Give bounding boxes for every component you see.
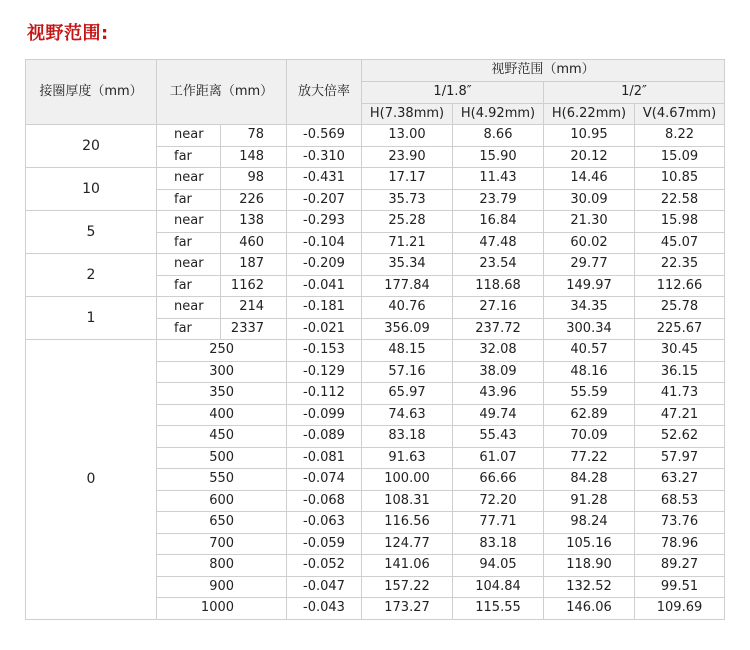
- work-distance-cell: 138: [221, 211, 287, 233]
- fov-v-4.67-cell: 22.35: [635, 254, 725, 276]
- page-title: 视野范围:: [27, 23, 109, 44]
- work-distance-cell: 550: [157, 469, 287, 491]
- magnification-cell: -0.059: [287, 533, 362, 555]
- magnification-cell: -0.047: [287, 576, 362, 598]
- magnification-cell: -0.068: [287, 490, 362, 512]
- magnification-cell: -0.041: [287, 275, 362, 297]
- fov-h-7.38-cell: 48.15: [362, 340, 453, 362]
- fov-v-4.67-cell: 41.73: [635, 383, 725, 405]
- fov-h-7.38-cell: 35.34: [362, 254, 453, 276]
- fov-v-4.67-cell: 10.85: [635, 168, 725, 190]
- fov-h-4.92-cell: 72.20: [453, 490, 544, 512]
- work-distance-cell: 214: [221, 297, 287, 319]
- fov-h-6.22-cell: 91.28: [544, 490, 635, 512]
- header-h-7.38: H(7.38mm): [362, 103, 453, 125]
- fov-h-7.38-cell: 17.17: [362, 168, 453, 190]
- magnification-cell: -0.052: [287, 555, 362, 577]
- fov-v-4.67-cell: 15.98: [635, 211, 725, 233]
- magnification-cell: -0.207: [287, 189, 362, 211]
- magnification-cell: -0.153: [287, 340, 362, 362]
- fov-h-4.92-cell: 61.07: [453, 447, 544, 469]
- header-sensor-1-1.8: 1/1.8″: [362, 82, 544, 104]
- fov-h-6.22-cell: 98.24: [544, 512, 635, 534]
- fov-h-4.92-cell: 15.90: [453, 146, 544, 168]
- fov-h-7.38-cell: 25.28: [362, 211, 453, 233]
- fov-v-4.67-cell: 78.96: [635, 533, 725, 555]
- table-body: [26, 125, 725, 620]
- table-row: [26, 211, 725, 233]
- fov-h-7.38-cell: 356.09: [362, 318, 453, 340]
- fov-v-4.67-cell: 52.62: [635, 426, 725, 448]
- distance-label-cell: far: [157, 189, 221, 211]
- work-distance-cell: 900: [157, 576, 287, 598]
- work-distance-cell: 226: [221, 189, 287, 211]
- fov-h-7.38-cell: 83.18: [362, 426, 453, 448]
- distance-label-cell: near: [157, 125, 221, 147]
- fov-h-7.38-cell: 108.31: [362, 490, 453, 512]
- fov-h-6.22-cell: 30.09: [544, 189, 635, 211]
- work-distance-cell: 78: [221, 125, 287, 147]
- fov-h-6.22-cell: 132.52: [544, 576, 635, 598]
- distance-label-cell: near: [157, 254, 221, 276]
- magnification-cell: -0.112: [287, 383, 362, 405]
- thickness-cell: 10: [26, 168, 157, 211]
- fov-h-7.38-cell: 157.22: [362, 576, 453, 598]
- thickness-cell: 5: [26, 211, 157, 254]
- thickness-cell: 0: [26, 340, 157, 620]
- fov-h-6.22-cell: 84.28: [544, 469, 635, 491]
- fov-h-4.92-cell: 38.09: [453, 361, 544, 383]
- fov-h-7.38-cell: 173.27: [362, 598, 453, 620]
- header-fov: 视野范围（mm）: [362, 60, 725, 82]
- fov-v-4.67-cell: 22.58: [635, 189, 725, 211]
- fov-v-4.67-cell: 45.07: [635, 232, 725, 254]
- work-distance-cell: 187: [221, 254, 287, 276]
- fov-h-4.92-cell: 43.96: [453, 383, 544, 405]
- fov-v-4.67-cell: 73.76: [635, 512, 725, 534]
- work-distance-cell: 300: [157, 361, 287, 383]
- fov-h-7.38-cell: 23.90: [362, 146, 453, 168]
- work-distance-cell: 98: [221, 168, 287, 190]
- fov-h-4.92-cell: 32.08: [453, 340, 544, 362]
- fov-h-7.38-cell: 74.63: [362, 404, 453, 426]
- fov-h-4.92-cell: 27.16: [453, 297, 544, 319]
- fov-h-4.92-cell: 11.43: [453, 168, 544, 190]
- fov-h-4.92-cell: 23.79: [453, 189, 544, 211]
- magnification-cell: -0.074: [287, 469, 362, 491]
- table-row: [26, 297, 725, 319]
- header-v-4.67: V(4.67mm): [635, 103, 725, 125]
- magnification-cell: -0.081: [287, 447, 362, 469]
- fov-h-6.22-cell: 300.34: [544, 318, 635, 340]
- thickness-cell: 1: [26, 297, 157, 340]
- fov-v-4.67-cell: 36.15: [635, 361, 725, 383]
- work-distance-cell: 600: [157, 490, 287, 512]
- work-distance-cell: 350: [157, 383, 287, 405]
- work-distance-cell: 450: [157, 426, 287, 448]
- fov-h-4.92-cell: 55.43: [453, 426, 544, 448]
- fov-h-6.22-cell: 20.12: [544, 146, 635, 168]
- work-distance-cell: 650: [157, 512, 287, 534]
- fov-v-4.67-cell: 30.45: [635, 340, 725, 362]
- magnification-cell: -0.209: [287, 254, 362, 276]
- fov-h-7.38-cell: 124.77: [362, 533, 453, 555]
- fov-h-4.92-cell: 115.55: [453, 598, 544, 620]
- work-distance-cell: 700: [157, 533, 287, 555]
- fov-h-7.38-cell: 65.97: [362, 383, 453, 405]
- fov-h-6.22-cell: 60.02: [544, 232, 635, 254]
- fov-v-4.67-cell: 89.27: [635, 555, 725, 577]
- magnification-cell: -0.181: [287, 297, 362, 319]
- fov-h-6.22-cell: 29.77: [544, 254, 635, 276]
- distance-label-cell: far: [157, 318, 221, 340]
- fov-h-4.92-cell: 237.72: [453, 318, 544, 340]
- table-row: [26, 168, 725, 190]
- fov-h-7.38-cell: 116.56: [362, 512, 453, 534]
- fov-h-6.22-cell: 77.22: [544, 447, 635, 469]
- fov-h-6.22-cell: 40.57: [544, 340, 635, 362]
- fov-h-6.22-cell: 149.97: [544, 275, 635, 297]
- magnification-cell: -0.021: [287, 318, 362, 340]
- header-magnification: 放大倍率: [287, 60, 362, 125]
- work-distance-cell: 400: [157, 404, 287, 426]
- fov-spec-table: [25, 59, 725, 620]
- magnification-cell: -0.099: [287, 404, 362, 426]
- work-distance-cell: 1000: [157, 598, 287, 620]
- distance-label-cell: near: [157, 211, 221, 233]
- fov-h-6.22-cell: 21.30: [544, 211, 635, 233]
- magnification-cell: -0.310: [287, 146, 362, 168]
- fov-h-7.38-cell: 177.84: [362, 275, 453, 297]
- fov-h-4.92-cell: 49.74: [453, 404, 544, 426]
- distance-label-cell: near: [157, 168, 221, 190]
- fov-v-4.67-cell: 57.97: [635, 447, 725, 469]
- fov-h-6.22-cell: 48.16: [544, 361, 635, 383]
- fov-v-4.67-cell: 15.09: [635, 146, 725, 168]
- fov-h-4.92-cell: 16.84: [453, 211, 544, 233]
- fov-h-6.22-cell: 14.46: [544, 168, 635, 190]
- header-thickness: 接圈厚度（mm）: [26, 60, 157, 125]
- fov-h-6.22-cell: 146.06: [544, 598, 635, 620]
- fov-h-7.38-cell: 141.06: [362, 555, 453, 577]
- fov-h-4.92-cell: 23.54: [453, 254, 544, 276]
- work-distance-cell: 2337: [221, 318, 287, 340]
- distance-label-cell: far: [157, 146, 221, 168]
- fov-v-4.67-cell: 63.27: [635, 469, 725, 491]
- fov-h-4.92-cell: 8.66: [453, 125, 544, 147]
- magnification-cell: -0.089: [287, 426, 362, 448]
- fov-h-6.22-cell: 62.89: [544, 404, 635, 426]
- header-work-distance: 工作距离（mm）: [157, 60, 287, 125]
- fov-h-6.22-cell: 34.35: [544, 297, 635, 319]
- fov-h-7.38-cell: 13.00: [362, 125, 453, 147]
- magnification-cell: -0.431: [287, 168, 362, 190]
- fov-h-6.22-cell: 118.90: [544, 555, 635, 577]
- header-sensor-1-2: 1/2″: [544, 82, 725, 104]
- fov-h-7.38-cell: 100.00: [362, 469, 453, 491]
- fov-h-6.22-cell: 55.59: [544, 383, 635, 405]
- fov-h-4.92-cell: 104.84: [453, 576, 544, 598]
- fov-h-6.22-cell: 70.09: [544, 426, 635, 448]
- fov-v-4.67-cell: 25.78: [635, 297, 725, 319]
- magnification-cell: -0.129: [287, 361, 362, 383]
- fov-h-4.92-cell: 77.71: [453, 512, 544, 534]
- table-row: [26, 254, 725, 276]
- fov-v-4.67-cell: 68.53: [635, 490, 725, 512]
- work-distance-cell: 1162: [221, 275, 287, 297]
- magnification-cell: -0.104: [287, 232, 362, 254]
- fov-h-4.92-cell: 47.48: [453, 232, 544, 254]
- header-h-4.92: H(4.92mm): [453, 103, 544, 125]
- fov-h-6.22-cell: 10.95: [544, 125, 635, 147]
- magnification-cell: -0.043: [287, 598, 362, 620]
- distance-label-cell: far: [157, 275, 221, 297]
- table-row: [26, 125, 725, 147]
- fov-v-4.67-cell: 99.51: [635, 576, 725, 598]
- fov-h-7.38-cell: 35.73: [362, 189, 453, 211]
- fov-h-4.92-cell: 66.66: [453, 469, 544, 491]
- thickness-cell: 2: [26, 254, 157, 297]
- fov-h-7.38-cell: 57.16: [362, 361, 453, 383]
- thickness-cell: 20: [26, 125, 157, 168]
- header-h-6.22: H(6.22mm): [544, 103, 635, 125]
- fov-h-7.38-cell: 40.76: [362, 297, 453, 319]
- magnification-cell: -0.063: [287, 512, 362, 534]
- fov-h-6.22-cell: 105.16: [544, 533, 635, 555]
- distance-label-cell: near: [157, 297, 221, 319]
- fov-v-4.67-cell: 8.22: [635, 125, 725, 147]
- distance-label-cell: far: [157, 232, 221, 254]
- fov-h-4.92-cell: 118.68: [453, 275, 544, 297]
- magnification-cell: -0.293: [287, 211, 362, 233]
- fov-v-4.67-cell: 109.69: [635, 598, 725, 620]
- work-distance-cell: 250: [157, 340, 287, 362]
- fov-v-4.67-cell: 225.67: [635, 318, 725, 340]
- fov-v-4.67-cell: 112.66: [635, 275, 725, 297]
- table-row: [26, 340, 725, 362]
- fov-h-7.38-cell: 91.63: [362, 447, 453, 469]
- fov-h-7.38-cell: 71.21: [362, 232, 453, 254]
- work-distance-cell: 460: [221, 232, 287, 254]
- work-distance-cell: 500: [157, 447, 287, 469]
- fov-h-4.92-cell: 94.05: [453, 555, 544, 577]
- fov-v-4.67-cell: 47.21: [635, 404, 725, 426]
- work-distance-cell: 148: [221, 146, 287, 168]
- magnification-cell: -0.569: [287, 125, 362, 147]
- work-distance-cell: 800: [157, 555, 287, 577]
- fov-h-4.92-cell: 83.18: [453, 533, 544, 555]
